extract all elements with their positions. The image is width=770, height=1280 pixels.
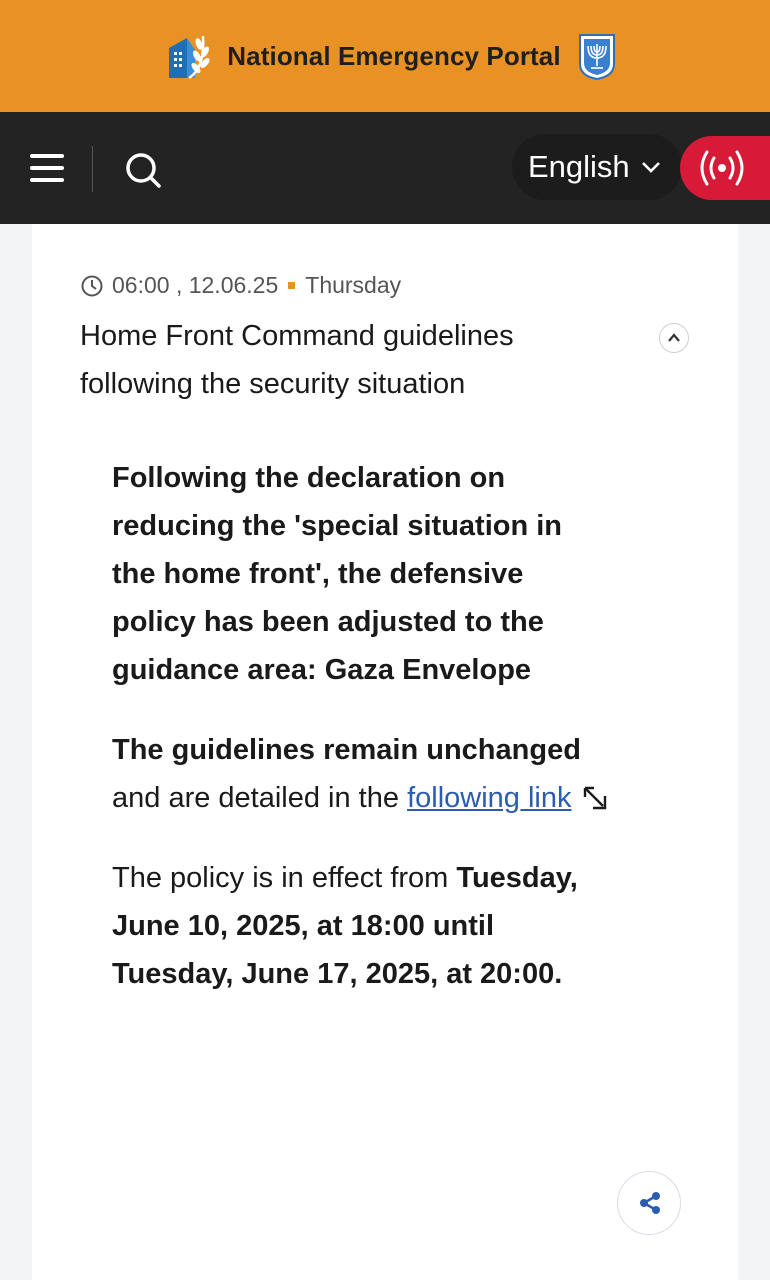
following-link[interactable]: following link bbox=[407, 782, 572, 814]
article-day: Thursday bbox=[305, 272, 402, 298]
live-alerts-button[interactable] bbox=[680, 136, 770, 200]
nav-divider bbox=[92, 146, 93, 192]
article-time: 06:00 , 12.06.25 bbox=[112, 272, 279, 298]
menorah-emblem-icon bbox=[577, 32, 617, 80]
share-button[interactable] bbox=[617, 1171, 681, 1235]
policy-paragraph bbox=[112, 854, 612, 998]
separator-dot bbox=[288, 282, 295, 289]
site-header bbox=[0, 0, 770, 112]
language-label: English bbox=[528, 149, 630, 184]
guidelines-text: and are detailed in the bbox=[112, 782, 399, 814]
hamburger-menu-icon[interactable] bbox=[30, 152, 66, 184]
clock-icon bbox=[80, 274, 104, 298]
declaration-paragraph: Following the declaration on reducing the 'special situation in the home front', the defensive policy has been adjusted to the guidance area: Gaza Envelope bbox=[112, 462, 563, 686]
article-title: Home Front Command guidelines following the security situation bbox=[80, 320, 514, 400]
chevron-down-icon bbox=[640, 156, 662, 178]
guidelines-paragraph bbox=[112, 726, 612, 822]
language-selector[interactable] bbox=[512, 134, 682, 200]
search-icon bbox=[118, 146, 168, 196]
guidelines-bold-text: The guidelines remain unchanged bbox=[112, 734, 581, 766]
policy-text: The policy is in effect from bbox=[112, 862, 449, 894]
article-meta bbox=[80, 272, 401, 299]
site-title: National Emergency Portal bbox=[227, 40, 561, 71]
collapse-button[interactable] bbox=[659, 323, 689, 353]
live-broadcast-icon bbox=[697, 147, 747, 189]
article-card bbox=[32, 224, 738, 1280]
policy-dates: Tuesday, June 10, 2025, at 18:00 until Tuesday, June 17, 2025, at 20:00. bbox=[112, 862, 578, 990]
article-body bbox=[112, 454, 612, 1030]
portal-logo-icon bbox=[165, 30, 213, 82]
search-button[interactable] bbox=[118, 146, 168, 196]
chevron-up-icon bbox=[667, 331, 681, 345]
share-icon bbox=[637, 1190, 663, 1216]
external-link-icon[interactable] bbox=[581, 785, 609, 811]
brand[interactable] bbox=[165, 30, 616, 82]
